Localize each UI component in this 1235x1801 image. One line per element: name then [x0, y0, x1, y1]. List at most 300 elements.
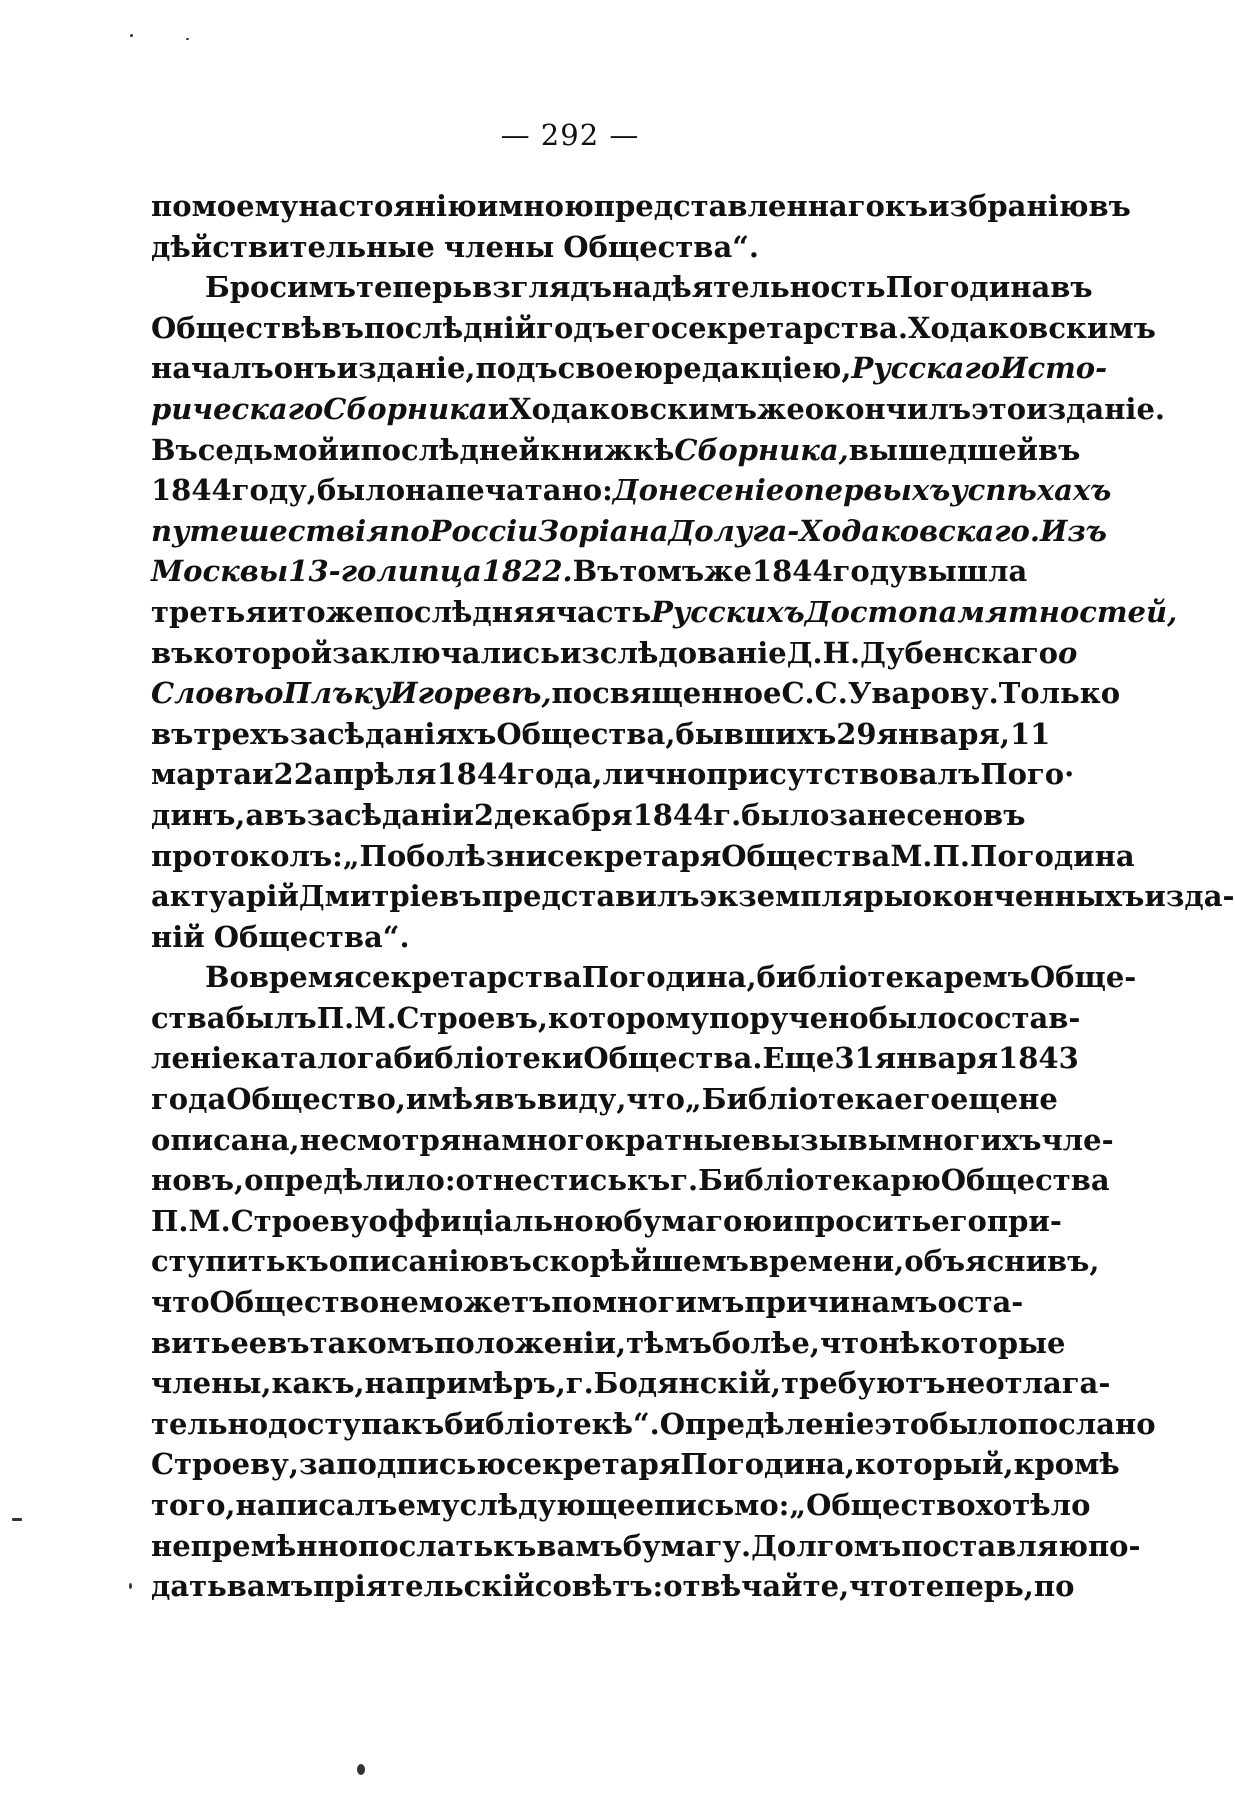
word: представленнаго — [593, 189, 885, 223]
word: Погодина — [885, 270, 1051, 305]
word: того, — [151, 1488, 236, 1522]
word: хотѣло — [975, 1488, 1091, 1522]
word: тѣмъ — [626, 1325, 712, 1360]
word: Общество, — [226, 1082, 406, 1117]
word: П. — [151, 1203, 189, 1238]
text-line — [151, 551, 1028, 592]
italic-word: Долуга-Ходаковскаго. — [668, 513, 1040, 548]
text-line — [151, 673, 1121, 714]
word: избранію — [928, 189, 1089, 223]
word: 22 — [273, 757, 314, 792]
word: и — [476, 189, 499, 223]
word: секретарства. — [670, 310, 908, 345]
word: Долгомъ — [751, 1528, 902, 1563]
word: кромѣ — [1013, 1447, 1120, 1482]
word: бумагою — [623, 1203, 773, 1238]
word: новъ, — [151, 1163, 245, 1198]
word: описанію — [328, 1244, 490, 1279]
word: С. — [814, 676, 848, 711]
text-line — [151, 836, 1135, 877]
italic-word: по — [389, 513, 430, 548]
word: Общества. — [583, 1041, 763, 1076]
word: Библіотекарю — [698, 1163, 941, 1198]
italic-word: Сборника, — [674, 432, 849, 467]
word: вышедшей — [848, 432, 1039, 467]
word: секретарства — [354, 960, 582, 995]
word: изслѣдованіе — [559, 635, 787, 670]
word: поставляю — [901, 1528, 1088, 1563]
word: мною — [498, 189, 594, 223]
word: въ — [1050, 270, 1093, 305]
text-line — [151, 592, 1178, 633]
word: былъ — [225, 1000, 317, 1035]
word: Еще — [762, 1041, 835, 1076]
word: это — [874, 1406, 930, 1441]
word: что — [819, 1325, 879, 1360]
word: ства — [151, 1000, 226, 1035]
word: многократные — [501, 1122, 751, 1157]
text-line — [151, 1079, 1058, 1120]
word: было — [868, 1000, 957, 1035]
word: въ — [321, 310, 365, 345]
word: имѣя — [405, 1082, 495, 1117]
word: къ — [285, 1244, 329, 1279]
word: теперь, — [907, 1569, 1034, 1604]
word: книжкѣ — [540, 432, 675, 467]
word: леніе — [151, 1041, 241, 1076]
word: на — [461, 1122, 502, 1157]
word: каталога — [240, 1041, 394, 1076]
text-line — [151, 389, 1165, 430]
word: написалъ — [235, 1488, 398, 1522]
text-line — [151, 754, 1075, 795]
scan-speck — [12, 1518, 22, 1521]
word: окончилъ — [804, 391, 972, 426]
word: тельно — [151, 1406, 269, 1441]
word: 1844 — [151, 473, 232, 508]
word: началъ — [151, 351, 274, 386]
text-line — [151, 348, 1108, 389]
word: которой — [193, 635, 333, 670]
word: просить — [793, 1203, 932, 1238]
word: чле- — [1041, 1122, 1114, 1157]
word: моему — [191, 189, 299, 223]
page-number: — 292 — — [500, 118, 640, 152]
italic-word: рическаго — [151, 391, 324, 426]
word: актуарій — [151, 879, 299, 914]
word: при- — [986, 1203, 1062, 1238]
word: тоже — [288, 594, 374, 629]
word: отнестись — [455, 1163, 627, 1198]
word: вить — [151, 1325, 231, 1360]
word: болѣе, — [711, 1325, 820, 1360]
word: не — [299, 1122, 340, 1157]
word: вышла — [907, 554, 1028, 589]
word: къ — [493, 1528, 537, 1563]
word: въ — [1038, 432, 1081, 467]
word: по — [551, 1285, 592, 1320]
word: Д. — [786, 635, 823, 670]
text-line — [151, 227, 989, 268]
word: послать — [358, 1528, 494, 1563]
word: Общества“. — [213, 919, 410, 954]
word: что — [849, 1569, 908, 1604]
italic-word: о — [784, 473, 804, 508]
word: который, — [855, 1447, 1014, 1482]
text-line — [151, 1241, 1100, 1282]
word: дѣйствительные — [151, 229, 435, 264]
word: 1844 — [751, 554, 833, 589]
word: же — [757, 391, 805, 426]
word: вамъ — [536, 1528, 623, 1563]
word: апрѣля — [313, 757, 437, 792]
word: годъ — [536, 310, 615, 345]
word: слѣдующее — [459, 1488, 655, 1522]
word: на — [611, 270, 652, 305]
word: и — [338, 432, 361, 467]
word: Дубенскаго — [860, 635, 1058, 670]
word: Въ — [572, 554, 620, 589]
word: г. — [670, 1163, 699, 1198]
word: многихъ — [896, 1122, 1042, 1157]
text-line — [151, 1404, 1156, 1445]
italic-word: путешествія — [151, 513, 390, 548]
word: экземпляры — [699, 879, 913, 914]
word: совѣтъ: — [534, 1569, 664, 1604]
word: напечатано: — [405, 473, 613, 508]
word: П. — [932, 838, 970, 873]
word: декабря — [494, 797, 633, 832]
italic-word: Словѣ — [151, 676, 265, 711]
word: по — [151, 189, 192, 223]
word: протоколъ: — [151, 838, 343, 873]
word: послѣдній — [364, 310, 537, 345]
text-line — [151, 795, 1026, 836]
word: подъ — [475, 351, 558, 386]
word: „Библіотека — [685, 1082, 895, 1117]
word: по — [1033, 1569, 1075, 1604]
word: Общество — [209, 1285, 380, 1320]
word: поручено — [708, 1000, 869, 1035]
word: же — [704, 554, 752, 589]
word: г. — [565, 1366, 594, 1401]
word: марта — [151, 757, 253, 792]
word: Общества“. — [563, 229, 760, 264]
word: 1844 — [436, 757, 518, 792]
body-text — [151, 186, 1235, 1607]
text-line — [151, 1526, 1141, 1567]
word: изданіе, — [336, 351, 476, 386]
text-line — [151, 1120, 1114, 1161]
word: часть — [555, 594, 652, 629]
word: виду, — [536, 1082, 627, 1117]
word: третья — [151, 594, 267, 629]
word: Погодина — [970, 838, 1135, 873]
italic-word: липца — [376, 554, 482, 589]
word: члены — [443, 229, 555, 264]
word: Дмитріевъ — [298, 879, 482, 914]
word: къ — [627, 1163, 671, 1198]
text-line — [151, 714, 1051, 755]
word: томъ — [619, 554, 705, 589]
word: заключались — [332, 635, 560, 670]
word: представилъ — [481, 879, 700, 914]
word: описана, — [151, 1122, 300, 1157]
word: къ — [884, 189, 929, 223]
word: С. — [781, 676, 815, 711]
word: библіотеки — [393, 1041, 584, 1076]
word: въ — [151, 635, 194, 670]
text-line — [151, 430, 1081, 471]
word: Н. — [822, 635, 861, 670]
word: болѣзни — [406, 838, 548, 873]
word: Обществѣ — [151, 310, 322, 345]
word: его — [931, 1203, 987, 1238]
word: г. — [713, 797, 742, 832]
text-line — [151, 1282, 1024, 1323]
word: не — [1018, 1082, 1058, 1117]
word: подписью — [336, 1447, 506, 1482]
italic-word: первыхъ — [803, 473, 951, 508]
word: было — [929, 1406, 1018, 1441]
word: января, — [876, 716, 1010, 751]
word: Въ — [151, 432, 198, 467]
word: состав- — [956, 1000, 1081, 1035]
word: за — [298, 1447, 337, 1482]
text-line — [151, 1160, 1110, 1201]
word: редакціею, — [663, 351, 852, 386]
italic-word: Русскаго — [851, 351, 1001, 386]
italic-word: Исто- — [1000, 351, 1108, 386]
word: Общества — [721, 838, 891, 873]
word: библіотекаремъ — [756, 960, 1030, 995]
italic-word: Россіи — [429, 513, 539, 548]
word: М. — [890, 838, 933, 873]
word: Погодина, — [581, 960, 757, 995]
word: вамъ — [226, 1569, 314, 1604]
italic-word: Москвы — [151, 554, 289, 589]
word: онъ — [273, 351, 337, 386]
word: въ — [264, 797, 307, 832]
word: дать — [151, 1569, 227, 1604]
word: Пого· — [980, 757, 1075, 792]
word: Ходаковскимъ — [907, 310, 1156, 345]
word: по- — [1087, 1528, 1141, 1563]
word: такомъ — [309, 1325, 435, 1360]
word: оста- — [937, 1285, 1024, 1320]
word: это — [971, 391, 1027, 426]
text-line — [151, 1038, 1079, 1079]
word: доступа — [268, 1406, 402, 1441]
word: Бодянскій, — [593, 1366, 781, 1401]
text-line — [151, 1201, 1062, 1242]
text-line — [151, 511, 1107, 552]
text-line — [151, 998, 1081, 1039]
text-line — [151, 1444, 1120, 1485]
italic-word: 13-го — [288, 554, 377, 589]
word: М. — [188, 1203, 231, 1238]
word: секретаря — [505, 1447, 681, 1482]
word: многимъ — [591, 1285, 745, 1320]
word: оконченныхъ — [912, 879, 1145, 914]
text-line — [151, 470, 1112, 511]
word: не — [379, 1285, 419, 1320]
word: въ — [267, 1325, 310, 1360]
word: Только — [998, 676, 1121, 711]
word: которому — [548, 1000, 709, 1035]
word: 1844 — [632, 797, 714, 832]
word: еще — [949, 1082, 1019, 1117]
text-line — [151, 876, 1235, 917]
word: году — [832, 554, 908, 589]
word: и — [772, 1203, 794, 1238]
word: взглядъ — [472, 270, 612, 305]
text-line — [151, 1323, 1066, 1364]
scan-speck — [186, 38, 189, 40]
word: секретаря — [547, 838, 722, 873]
word: засѣданіяхъ — [289, 716, 497, 751]
word: члены, — [151, 1366, 272, 1401]
word: изданіе. — [1026, 391, 1165, 426]
italic-word: Русскихъ — [651, 594, 805, 629]
word: скорѣйшемъ — [531, 1244, 749, 1279]
text-line — [151, 308, 1156, 349]
word: 2 — [473, 797, 495, 832]
word: Во — [205, 960, 249, 995]
italic-word: Изъ — [1039, 513, 1107, 548]
word: года — [151, 1082, 227, 1117]
word: Общества — [940, 1163, 1110, 1198]
word: ступить — [151, 1244, 286, 1279]
word: дѣятельность — [651, 270, 886, 305]
word: а — [245, 797, 265, 832]
word: „Общество — [789, 1488, 976, 1522]
italic-word: Плъку — [283, 676, 391, 711]
word: отвѣчайте, — [663, 1569, 850, 1604]
word: послано — [1017, 1406, 1156, 1441]
italic-word: Зоріана — [538, 513, 669, 548]
word: и — [252, 757, 274, 792]
word: времени, — [748, 1244, 905, 1279]
word: его — [894, 1082, 950, 1117]
text-line — [151, 633, 1078, 674]
word: вызывы — [750, 1122, 897, 1157]
word: библіотекѣ“. — [444, 1406, 660, 1441]
word: въ — [494, 1082, 537, 1117]
word: года, — [517, 757, 603, 792]
word: седьмой — [197, 432, 339, 467]
word: оффиціальною — [368, 1203, 624, 1238]
word: пріятельскій — [313, 1569, 535, 1604]
italic-word: Достопамятностей, — [804, 594, 1178, 629]
word: какъ, — [271, 1366, 365, 1401]
text-line — [151, 1485, 1091, 1526]
word: Уварову. — [847, 676, 999, 711]
word: Строевъ, — [396, 1000, 548, 1035]
italic-word: успѣхахъ — [950, 473, 1112, 508]
word: Строеву, — [151, 1447, 299, 1482]
word: М. — [354, 1000, 397, 1035]
word: и — [266, 594, 289, 629]
word: и — [487, 391, 510, 426]
word: нѣкоторые — [878, 1325, 1066, 1360]
word: посвященное — [551, 676, 782, 711]
word: „По — [342, 838, 407, 873]
word: году, — [231, 473, 317, 508]
word: ній — [151, 919, 205, 954]
scan-speck — [129, 1583, 132, 1589]
italic-word: Донесеніе — [612, 473, 785, 508]
word: теперь — [356, 270, 473, 305]
word: 29 — [836, 716, 877, 751]
word: лично — [602, 757, 707, 792]
word: было — [316, 473, 406, 508]
word: динъ, — [151, 797, 246, 832]
word: объяснивъ, — [904, 1244, 1100, 1279]
text-line — [151, 267, 1093, 308]
word: требуютъ — [781, 1366, 946, 1401]
word: смотря — [339, 1122, 462, 1157]
word: 1843 — [998, 1041, 1079, 1076]
text-line — [151, 1363, 1111, 1404]
word: Погодина, — [680, 1447, 856, 1482]
word: послѣдней — [360, 432, 541, 467]
word: Общества, — [496, 716, 676, 751]
scan-speck — [130, 34, 133, 37]
word: письмо: — [654, 1488, 790, 1522]
italic-word: о — [264, 676, 284, 711]
word: время — [248, 960, 355, 995]
word: ему — [397, 1488, 460, 1522]
word: въ — [1088, 189, 1131, 223]
italic-word: Сборника — [323, 391, 488, 426]
word: причинамъ — [744, 1285, 938, 1320]
word: къ — [401, 1406, 445, 1441]
word: напримѣръ, — [364, 1366, 566, 1401]
word: бывшихъ — [675, 716, 837, 751]
word: П. — [316, 1000, 355, 1035]
text-line — [151, 917, 989, 958]
word: непремѣнно — [151, 1528, 359, 1563]
word: засѣданіи — [306, 797, 474, 832]
word: своею — [557, 351, 663, 386]
text-line — [151, 957, 1137, 998]
word: Ходаковскимъ — [509, 391, 758, 426]
text-line — [151, 1566, 1075, 1607]
word: занесено — [829, 797, 984, 832]
word: что — [151, 1285, 210, 1320]
word: настоянію — [298, 189, 477, 223]
word: положеніи, — [434, 1325, 627, 1360]
word: 11 — [1009, 716, 1051, 751]
italic-word: о — [1057, 635, 1078, 670]
word: ее — [230, 1325, 268, 1360]
word: бумагу. — [622, 1528, 752, 1563]
word: въ — [151, 716, 194, 751]
word: его — [614, 310, 671, 345]
word: Опредѣленіе — [659, 1406, 875, 1441]
italic-word: Игоревѣ, — [390, 676, 552, 711]
word: Обще- — [1029, 960, 1137, 995]
word: изда- — [1144, 879, 1235, 914]
italic-word: 1822. — [481, 554, 573, 589]
text-line — [151, 186, 1131, 227]
word: Бросимъ — [205, 270, 357, 305]
word: 31 — [834, 1041, 875, 1076]
word: въ — [489, 1244, 532, 1279]
scan-speck — [357, 1764, 365, 1775]
word: опредѣлило: — [244, 1163, 456, 1198]
